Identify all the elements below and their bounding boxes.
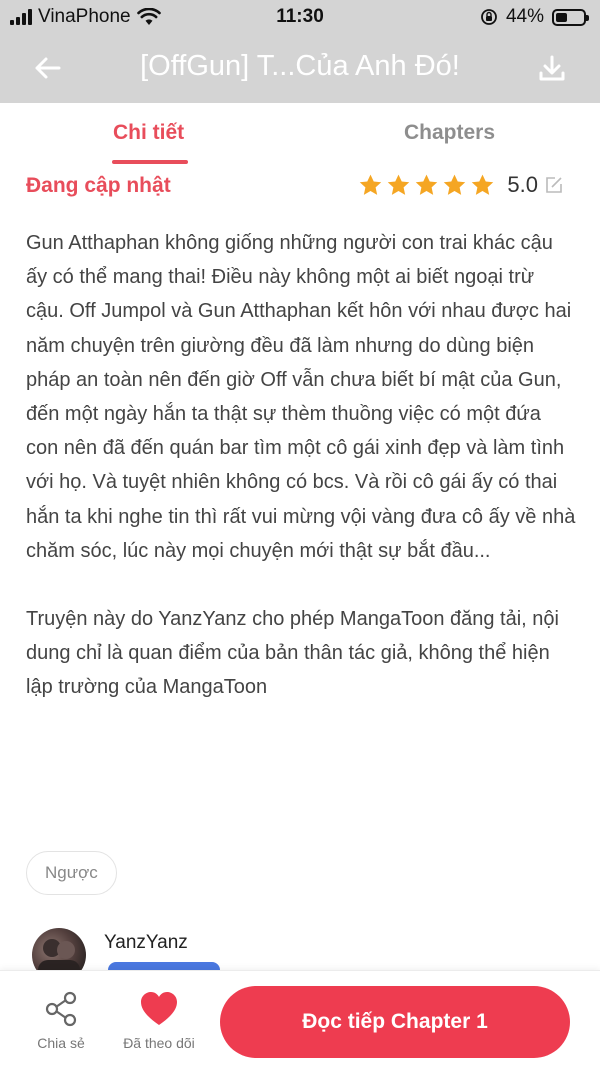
star-icon — [414, 173, 439, 198]
arrow-left-icon[interactable] — [28, 48, 68, 88]
download-icon[interactable] — [532, 48, 572, 88]
share-icon — [41, 989, 81, 1029]
author-name[interactable]: YanzYanz — [104, 932, 188, 953]
follow-label: Đã theo dõi — [123, 1035, 195, 1051]
info-row — [26, 172, 574, 202]
star-icon — [386, 173, 411, 198]
battery-fill — [556, 13, 567, 22]
genre-tag[interactable]: Ngược — [26, 851, 117, 895]
tab-bar — [0, 103, 600, 165]
clock: 11:30 — [276, 6, 324, 27]
continue-reading-button[interactable]: Đọc tiếp Chapter 1 — [220, 986, 570, 1058]
star-icon — [358, 173, 383, 198]
active-tab-indicator — [112, 160, 188, 164]
star-rating — [358, 173, 495, 198]
status-bar — [0, 0, 600, 34]
app-header — [0, 34, 600, 103]
status-right-group — [480, 6, 586, 28]
heart-icon — [138, 989, 180, 1029]
tab-details[interactable]: Chi tiết — [113, 121, 185, 144]
battery-icon — [552, 9, 586, 26]
star-icon — [442, 173, 467, 198]
bottom-bar — [0, 970, 600, 1067]
description-paragraph: Gun Atthaphan không giống những người con trai khác cậu ấy có thể mang thai! Điều này không một ai biết ngoại trừ cậu. Off Jumpol và Gun Atthaphan kết hôn với nhau được hai năm chuyện trên giường đều đã làm nhưng do dùng biện pháp an toàn nên đến giờ Off vẫn chưa biết bí mật của Gun, đến một ngày hắn ta thật sự thèm thuồng việc có một đứa con nên đã đến quán bar tìm một cô gái xinh đẹp và làm tình với họ. Và tuyệt nhiên không có bcs. Và rồi cô gái ấy có thai hắn ta khi nghe tin thì rất vui mừng vội vàng đưa cô ấy về nhà chăm sóc, lúc này mọi chuyện mới thật sự bắt đầu... — [26, 232, 576, 562]
update-status-label: Đang cập nhật — [26, 174, 171, 197]
carrier-name: VinaPhone — [38, 6, 131, 27]
rotation-lock-icon — [480, 8, 498, 26]
tab-chapters[interactable]: Chapters — [404, 121, 496, 144]
description — [26, 226, 576, 705]
share-label: Chia sẻ — [37, 1035, 85, 1051]
description-paragraph: Truyện này do YanzYanz cho phép MangaToon đăng tải, nội dung chỉ là quan điểm của bản thân tác giả, không thể hiện lập trường của MangaToon — [26, 608, 559, 699]
edit-icon[interactable] — [544, 175, 564, 195]
battery-percent: 44% — [505, 6, 544, 27]
follow-button[interactable] — [112, 989, 206, 1051]
share-button[interactable] — [26, 989, 96, 1051]
rating — [358, 172, 564, 198]
star-icon — [470, 173, 495, 198]
rating-value: 5.0 — [507, 172, 538, 197]
page-title: [OffGun] T...Của Anh Đó! — [140, 50, 460, 82]
